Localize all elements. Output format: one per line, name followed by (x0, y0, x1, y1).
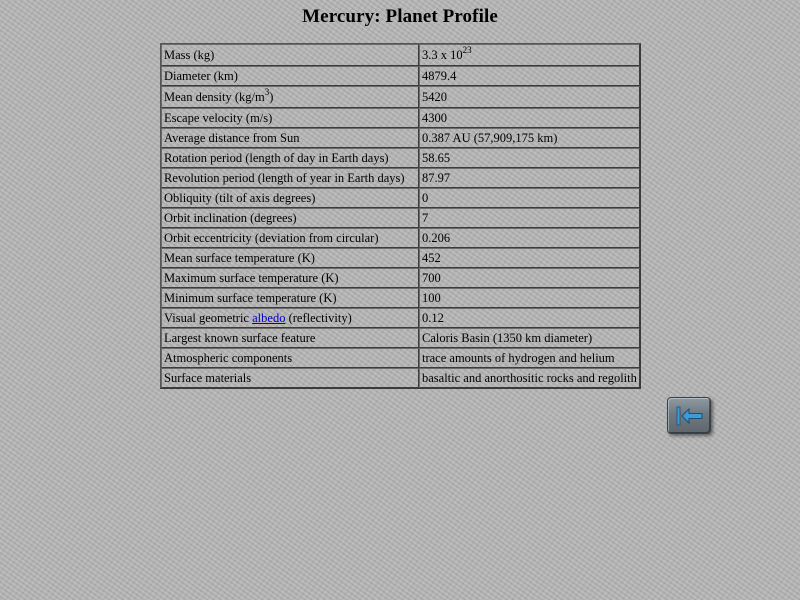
table-row (161, 348, 640, 368)
row-label-revolution-period: Revolution period (length of year in Earth days) (161, 168, 419, 188)
row-label-orbit-inclination: Orbit inclination (degrees) (161, 208, 419, 228)
row-label-obliquity: Obliquity (tilt of axis degrees) (161, 188, 419, 208)
table-row (161, 368, 640, 388)
albedo-label-pre: Visual geometric (164, 311, 253, 325)
row-value-largest-feature: Caloris Basin (1350 km diameter) (419, 328, 640, 348)
row-value-average-distance: 0.387 AU (57,909,175 km) (419, 128, 640, 148)
table-row (161, 248, 640, 268)
row-label-orbit-eccentricity: Orbit eccentricity (deviation from circular) (161, 228, 419, 248)
row-label-mean-surface-temp: Mean surface temperature (K) (161, 248, 419, 268)
row-label-max-surface-temp: Maximum surface temperature (K) (161, 268, 419, 288)
table-row (161, 228, 640, 248)
row-value-escape-velocity: 4300 (419, 108, 640, 128)
row-label-diameter: Diameter (km) (161, 66, 419, 86)
row-label-largest-feature: Largest known surface feature (161, 328, 419, 348)
row-value-surface-materials: basaltic and anorthositic rocks and regolith (419, 368, 640, 388)
table-row (161, 108, 640, 128)
row-label-min-surface-temp: Minimum surface temperature (K) (161, 288, 419, 308)
table-row (161, 268, 640, 288)
row-label-surface-materials: Surface materials (161, 368, 419, 388)
row-value-mean-density: 5420 (419, 86, 640, 108)
albedo-link[interactable]: albedo (252, 311, 286, 325)
row-value-orbit-inclination: 7 (419, 208, 640, 228)
table-row (161, 148, 640, 168)
page-title: Mercury: Planet Profile (302, 6, 498, 27)
table-row (161, 308, 640, 328)
row-value-diameter: 4879.4 (419, 66, 640, 86)
row-value-obliquity: 0 (419, 188, 640, 208)
back-button[interactable] (667, 397, 711, 434)
row-value-revolution-period: 87.97 (419, 168, 640, 188)
row-value-mean-surface-temp: 452 (419, 248, 640, 268)
row-value-mass (419, 44, 640, 66)
row-label-rotation-period: Rotation period (length of day in Earth days) (161, 148, 419, 168)
planet-profile-table (160, 43, 641, 389)
density-label-exponent: 3 (264, 87, 270, 97)
row-value-albedo: 0.12 (419, 308, 640, 328)
row-label-albedo (161, 308, 419, 328)
row-label-average-distance: Average distance from Sun (161, 128, 419, 148)
table-row (161, 66, 640, 86)
row-value-min-surface-temp: 100 (419, 288, 640, 308)
table-row (161, 288, 640, 308)
table-row (161, 44, 640, 66)
table-row (161, 86, 640, 108)
row-label-atmospheric-components: Atmospheric components (161, 348, 419, 368)
table-row (161, 168, 640, 188)
table-row (161, 188, 640, 208)
density-label-tail: ) (269, 90, 274, 104)
table-row (161, 328, 640, 348)
row-value-atmospheric-components: trace amounts of hydrogen and helium (419, 348, 640, 368)
albedo-label-post: (reflectivity) (285, 311, 352, 325)
row-value-max-surface-temp: 700 (419, 268, 640, 288)
mass-exponent: 23 (462, 45, 472, 55)
table-row (161, 128, 640, 148)
row-label-mean-density (161, 86, 419, 108)
density-label-base: Mean density (kg/m (164, 90, 265, 104)
row-value-orbit-eccentricity: 0.206 (419, 228, 640, 248)
row-label-escape-velocity: Escape velocity (m/s) (161, 108, 419, 128)
mass-base: 3.3 x 10 (422, 48, 463, 62)
row-label-mass: Mass (kg) (161, 44, 419, 66)
back-arrow-icon (674, 404, 706, 428)
row-value-rotation-period: 58.65 (419, 148, 640, 168)
table-row (161, 208, 640, 228)
